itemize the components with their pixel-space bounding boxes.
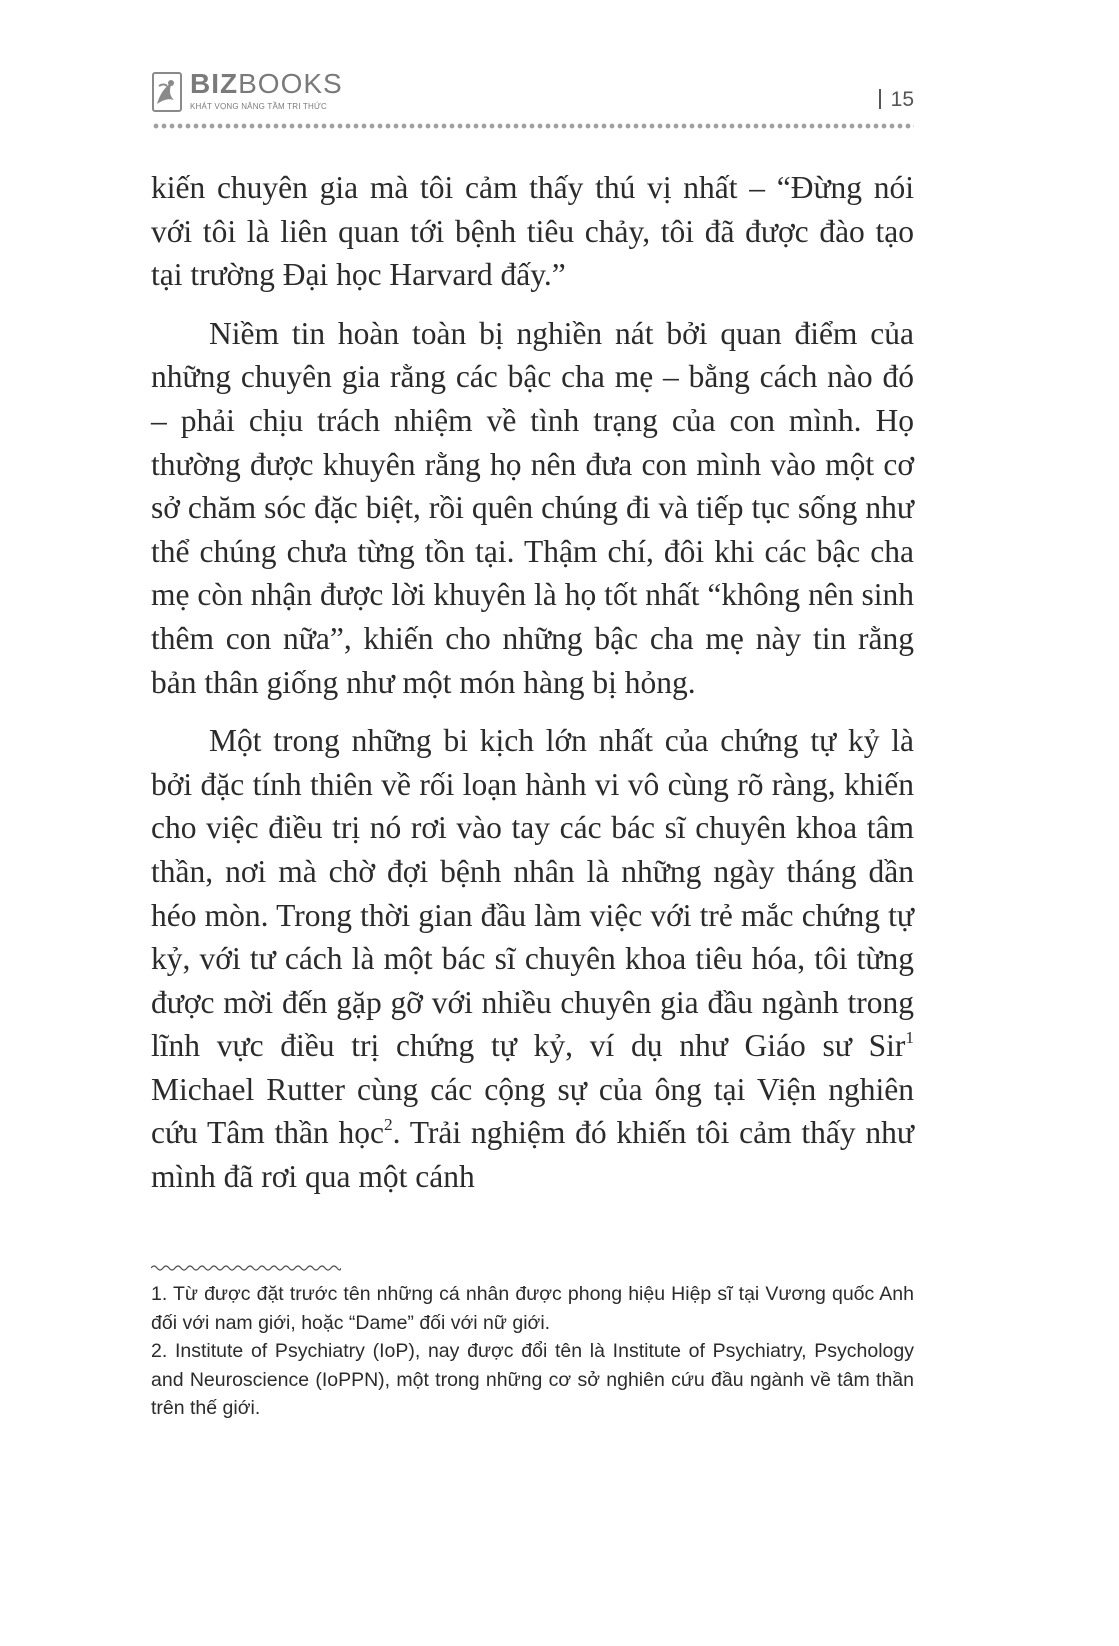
page-number-value: 15 — [890, 88, 914, 111]
footnotes — [151, 1280, 914, 1423]
paragraph: kiến chuyên gia mà tôi cảm thấy thú vị nhất – “Đừng nói với tôi là liên quan tới bệnh tiêu chảy, tôi đã được đào tạo tại trường Đại học Harvard đấy.” — [151, 170, 914, 293]
logo-wordmark — [190, 68, 343, 100]
footnote-ref-2: 2 — [384, 1115, 393, 1135]
paragraph: Niềm tin hoàn toàn bị nghiền nát bởi quan điểm của những chuyên gia rằng các bậc cha mẹ – bằng cách nào đó – phải chịu trách nhiệm về tình trạng của con mình. Họ thường được khuyên rằng họ nên đưa con mình vào một cơ sở chăm sóc đặc biệt, rồi quên chúng đi và tiếp tục sống như thể chúng chưa từng tồn tại. Thậm chí, đôi khi các bậc cha mẹ còn nhận được lời khuyên là họ tốt nhất “không nên sinh thêm con nữa”, khiến cho những bậc cha mẹ này tin rằng bản thân giống như một món hàng bị hỏng. — [151, 315, 914, 700]
header-dotted-rule — [152, 122, 914, 130]
logo-wordmark-light: BOOKS — [238, 68, 343, 99]
footnote-2: 2. Institute of Psychiatry (IoP), nay được đổi tên là Institute of Psychiatry, Psychology and Neuroscience (IoPPN), một trong những cơ sở nghiên cứu đầu ngành về tâm thần trên thế giới. — [151, 1340, 914, 1419]
body-text — [151, 166, 914, 1214]
page-header — [152, 70, 914, 132]
logo-wordmark-bold: BIZ — [190, 68, 239, 99]
logo-emblem-icon — [152, 72, 182, 112]
footnote-ref-1: 1 — [905, 1028, 914, 1048]
page-number-divider — [879, 89, 881, 109]
paragraph — [151, 719, 914, 1199]
footnote-1: 1. Từ được đặt trước tên những cá nhân được phong hiệu Hiệp sĩ tại Vương quốc Anh đối với nam giới, hoặc “Dame” đối với nữ giới. — [151, 1283, 914, 1334]
page-number — [879, 88, 914, 112]
paragraph-text: Một trong những bi kịch lớn nhất của chứng tự kỷ là bởi đặc tính thiên về rối loạn hành vi vô cùng rõ ràng, khiến cho việc điều trị nó rơi vào tay các bác sĩ chuyên khoa tâm thần, nơi mà chờ đợi bệnh nhân là những ngày tháng dần héo mòn. Trong thời gian đầu làm việc với trẻ mắc chứng tự kỷ, với tư cách là một bác sĩ chuyên khoa tiêu hóa, tôi từng được mời đến gặp gỡ với nhiều chuyên gia đầu ngành trong lĩnh vực điều trị chứng tự kỷ, ví dụ như Giáo sư Sir — [151, 723, 914, 1064]
logo-tagline: KHÁT VỌNG NÂNG TẦM TRI THỨC — [190, 102, 327, 111]
paragraph-text: . Trải nghiệm đó khiến tôi cảm thấy như mình đã rơi qua một cánh — [151, 1115, 914, 1195]
paragraph-text: Michael Rutter cùng các cộng sự của ông tại Viện nghiên cứu Tâm thần học — [151, 1071, 914, 1151]
footnote-divider — [151, 1264, 341, 1272]
